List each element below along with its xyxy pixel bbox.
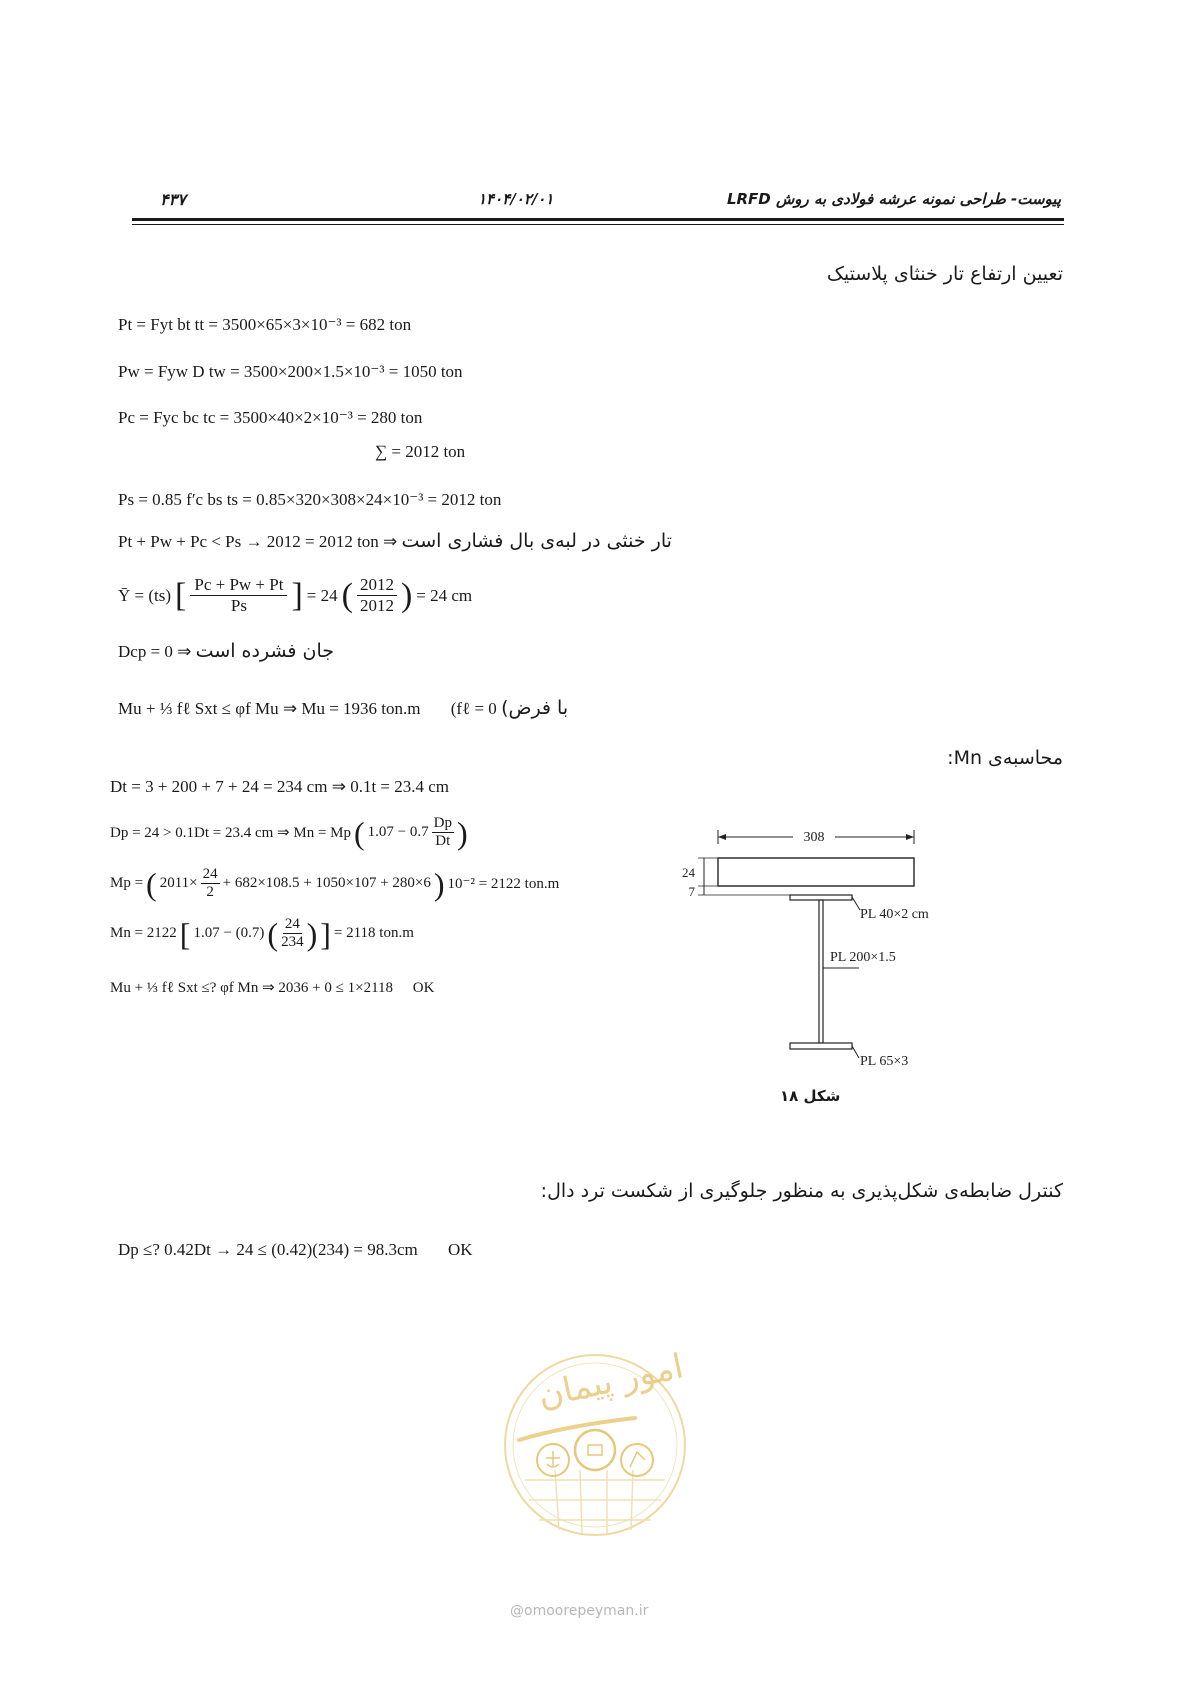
equation-ductility xyxy=(118,1240,473,1260)
section-heading-neutral-axis: تعیین ارتفاع تار خنثای پلاستیک xyxy=(826,263,1063,285)
equation-check-math: Mu + ⅓ fℓ Sxt ≤? φf Mn ⇒ 2036 + 0 ≤ 1×2118 xyxy=(110,980,394,996)
header-rule-thin xyxy=(132,224,1064,225)
equation-dcp-text: جان فشرده است xyxy=(195,640,335,662)
dim-arrow-right xyxy=(906,834,914,840)
dp-left: Dp = 24 > 0.1Dt = 23.4 cm ⇒ Mn = Mp xyxy=(110,825,351,841)
fraction-ybar xyxy=(190,575,287,616)
header-rule-thick xyxy=(132,218,1064,221)
excavator-icon xyxy=(630,1452,645,1467)
section-heading-ductility: کنترل ضابطه‌ی شکل‌پذیری به منظور جلوگیری از شکست ترد دال: xyxy=(540,1180,1063,1202)
leader-bottom-flange xyxy=(852,1046,859,1058)
tower-icon xyxy=(588,1445,602,1455)
equation-compare xyxy=(118,530,672,552)
paren-close: ) xyxy=(400,576,413,614)
equation-mn xyxy=(110,916,414,951)
dim-label-width: 308 xyxy=(803,830,825,845)
bracket-close: ] xyxy=(320,915,331,952)
mp-right: 10⁻² = 2122 ton.m xyxy=(447,876,560,892)
header-date: ۱۴۰۴/۰۲/۰۱ xyxy=(478,190,554,208)
dim-label-slab: 24 xyxy=(682,865,695,880)
section-heading-mn: محاسبه‌ی Mn: xyxy=(947,747,1063,769)
dp-paren: 1.07 − 0.7 xyxy=(367,824,429,840)
bracket-open: [ xyxy=(179,915,191,952)
equation-check xyxy=(110,978,434,997)
equation-dcp xyxy=(118,640,334,662)
equation-mu xyxy=(118,697,568,719)
mp-b: + 682×108.5 + 1050×107 + 280×6 xyxy=(222,875,431,891)
fraction-denominator: 234 xyxy=(281,934,304,950)
fraction-denominator-2: 2012 xyxy=(359,596,394,615)
equation-ybar xyxy=(118,575,472,616)
ybar-left: Ȳ = (ts) xyxy=(118,585,172,605)
watermark-url: @omoorepeyman.ir xyxy=(510,1603,649,1619)
equation-mp xyxy=(110,866,559,901)
equation-ps: Ps = 0.85 f′c bs ts = 0.85×320×308×24×10⁻³ = 2012 ton xyxy=(118,490,502,509)
equation-dt: Dt = 3 + 200 + 7 + 24 = 234 cm ⇒ 0.1t = 23.4 cm xyxy=(110,777,450,796)
fraction-numerator: Dp xyxy=(433,815,452,831)
equation-compare-math: Pt + Pw + Pc < Ps → 2012 = 2012 ton ⇒ xyxy=(118,532,398,551)
equation-ductility-ok: OK xyxy=(447,1240,473,1259)
dim-arrow-left xyxy=(718,834,726,840)
paren-open: ( xyxy=(341,576,353,614)
watermark-logo-text: امور پیمان xyxy=(534,1346,687,1417)
equation-mu-text: با فرض) xyxy=(501,697,569,719)
fraction-mn xyxy=(281,916,304,951)
bracket-close: ] xyxy=(291,576,303,614)
paren-close: ) xyxy=(433,865,445,902)
equation-sum: ∑ = 2012 ton xyxy=(375,442,466,461)
paren-close: ) xyxy=(456,814,468,851)
mn-left: Mn = 2122 xyxy=(110,925,177,941)
mn-right: = 2118 ton.m xyxy=(333,925,414,941)
web-plate xyxy=(819,900,823,1043)
equation-compare-text: تار خنثی در لبه‌ی بال فشاری است xyxy=(401,530,672,552)
label-top-flange: PL 40×2 cm xyxy=(860,907,929,922)
watermark-swoosh xyxy=(519,1418,635,1440)
equation-pw: Pw = Fyw D tw = 3500×200×1.5×10⁻³ = 1050 ton xyxy=(118,362,463,381)
label-web: PL 200×1.5 xyxy=(830,950,896,965)
fraction-denominator: Dt xyxy=(435,833,451,849)
paren-open: ( xyxy=(267,915,279,952)
equation-dcp-math: Dcp = 0 ⇒ xyxy=(118,642,192,661)
equation-mu-condition: (fℓ = 0 xyxy=(450,699,497,718)
dim-label-haunch: 7 xyxy=(688,884,695,899)
scales-icon xyxy=(546,1451,560,1467)
label-bottom-flange: PL 65×3 xyxy=(860,1054,909,1069)
equation-pc: Pc = Fyc bc tc = 3500×40×2×10⁻³ = 280 ton xyxy=(118,408,423,427)
figure-caption: شکل ۱۸ xyxy=(780,1087,841,1105)
equation-pt: Pt = Fyt bt tt = 3500×65×3×10⁻³ = 682 ton xyxy=(118,315,412,334)
fraction-numerator: 24 xyxy=(284,916,300,932)
concrete-slab xyxy=(718,858,914,886)
equation-mu-math: Mu + ⅓ fℓ Sxt ≤ φf Mu ⇒ Mu = 1936 ton.m xyxy=(118,699,421,718)
fraction-numerator: Pc + Pw + Pt xyxy=(190,575,287,596)
fraction-numerator: 24 xyxy=(202,866,218,882)
fraction-denominator: 2 xyxy=(206,884,214,900)
fraction-dp xyxy=(432,815,454,850)
mp-left: Mp = xyxy=(110,875,144,891)
gear-center-icon xyxy=(575,1430,615,1470)
paren-open: ( xyxy=(354,814,365,851)
mp-a: 2011× xyxy=(159,875,198,891)
fraction-ratio xyxy=(357,575,397,616)
bracket-open: [ xyxy=(175,576,187,614)
gear-right-icon xyxy=(621,1444,653,1476)
fraction-denominator: Ps xyxy=(230,596,247,615)
ybar-mid: = 24 xyxy=(306,585,338,605)
top-flange-plate xyxy=(790,895,852,900)
equation-check-ok: OK xyxy=(412,980,435,996)
watermark-logo xyxy=(495,1330,695,1590)
equation-ductility-math: Dp ≤? 0.42Dt → 24 ≤ (0.42)(234) = 98.3cm xyxy=(118,1240,418,1259)
girder-section-figure xyxy=(660,825,950,1075)
leader-top-flange xyxy=(852,897,860,910)
running-header-title: پیوست- طراحی نمونه عرشه فولادی به روش LRFD xyxy=(726,190,1061,208)
ybar-right: = 24 cm xyxy=(416,585,473,605)
mn-a: 1.07 − (0.7) xyxy=(193,925,265,941)
bottom-flange-plate xyxy=(790,1043,852,1049)
equation-dp xyxy=(110,815,468,850)
paren-open: ( xyxy=(146,865,157,902)
paren-close: ) xyxy=(306,915,318,952)
watermark-grid xyxy=(525,1470,665,1535)
fraction-mp xyxy=(201,866,220,901)
fraction-numerator-2: 2012 xyxy=(357,575,397,596)
page-number: ۴۳۷ xyxy=(160,190,186,209)
